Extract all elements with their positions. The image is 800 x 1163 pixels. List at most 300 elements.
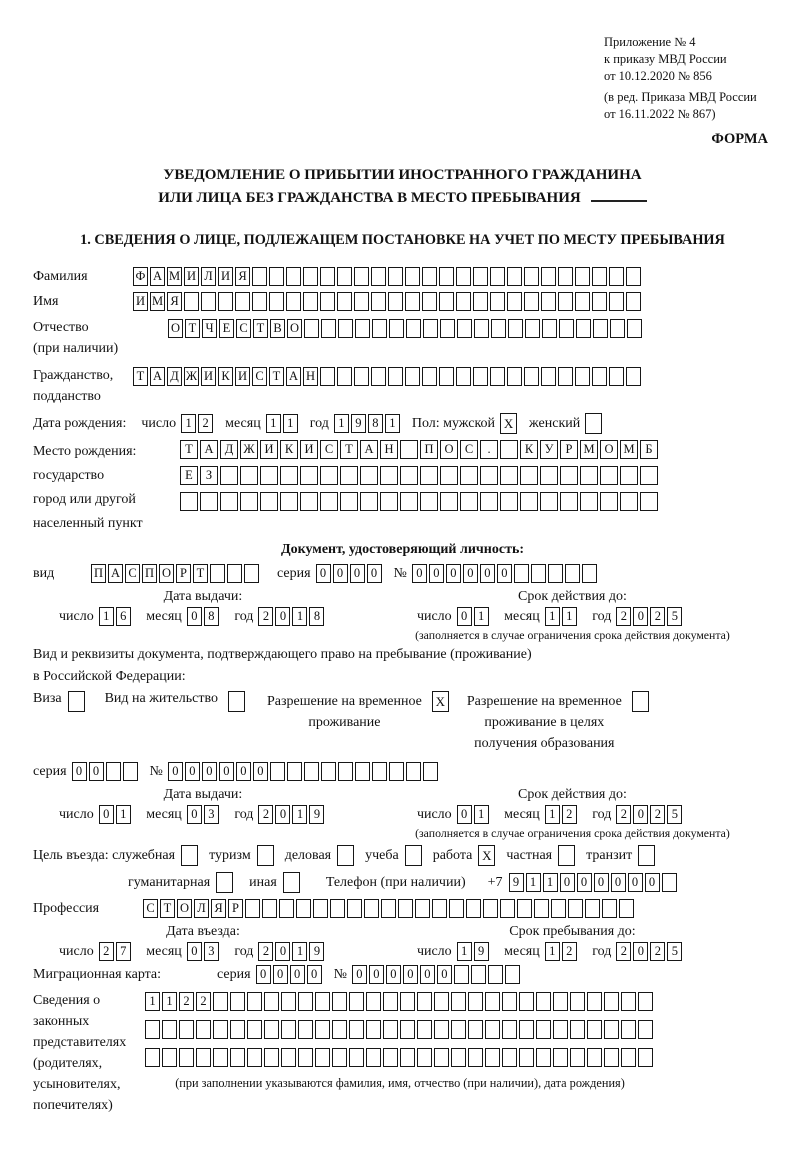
char-cell[interactable] bbox=[286, 292, 301, 311]
char-cell[interactable]: 0 bbox=[386, 965, 401, 984]
char-cell[interactable]: 0 bbox=[187, 805, 202, 824]
char-cell[interactable] bbox=[565, 564, 580, 583]
char-cell[interactable] bbox=[240, 492, 258, 511]
char-cell[interactable]: 0 bbox=[446, 564, 461, 583]
char-cell[interactable] bbox=[640, 466, 658, 485]
char-cell[interactable] bbox=[372, 319, 387, 338]
char-cell[interactable]: В bbox=[270, 319, 285, 338]
char-cell[interactable] bbox=[388, 267, 403, 286]
char-cell[interactable]: 0 bbox=[256, 965, 271, 984]
char-cell[interactable] bbox=[449, 899, 464, 918]
char-cell[interactable] bbox=[300, 466, 318, 485]
char-cell[interactable] bbox=[420, 466, 438, 485]
char-cell[interactable] bbox=[553, 1020, 568, 1039]
char-cell[interactable] bbox=[519, 992, 534, 1011]
char-cell[interactable] bbox=[320, 492, 338, 511]
char-cell[interactable] bbox=[434, 1020, 449, 1039]
char-cell[interactable] bbox=[558, 267, 573, 286]
char-cell[interactable] bbox=[200, 492, 218, 511]
char-cell[interactable]: 0 bbox=[611, 873, 626, 892]
char-cell[interactable]: 1 bbox=[562, 607, 577, 626]
char-cell[interactable]: 0 bbox=[168, 762, 183, 781]
purpose-other-checkbox[interactable] bbox=[283, 872, 300, 893]
char-cell[interactable]: Р bbox=[560, 440, 578, 459]
char-cell[interactable] bbox=[534, 899, 549, 918]
char-cell[interactable] bbox=[638, 1048, 653, 1067]
char-cell[interactable] bbox=[400, 1048, 415, 1067]
char-cell[interactable] bbox=[575, 367, 590, 386]
char-cell[interactable]: 0 bbox=[333, 564, 348, 583]
char-cell[interactable] bbox=[235, 292, 250, 311]
char-cell[interactable] bbox=[466, 899, 481, 918]
char-cell[interactable]: А bbox=[150, 367, 165, 386]
char-cell[interactable] bbox=[627, 319, 642, 338]
char-cell[interactable]: 2 bbox=[562, 942, 577, 961]
char-cell[interactable]: 1 bbox=[292, 607, 307, 626]
char-cell[interactable]: М bbox=[167, 267, 182, 286]
char-cell[interactable] bbox=[383, 1020, 398, 1039]
char-cell[interactable] bbox=[604, 1020, 619, 1039]
char-cell[interactable] bbox=[360, 492, 378, 511]
char-cell[interactable] bbox=[575, 292, 590, 311]
char-cell[interactable]: 1 bbox=[385, 414, 400, 433]
char-cell[interactable]: 0 bbox=[275, 607, 290, 626]
char-cell[interactable] bbox=[417, 1020, 432, 1039]
char-cell[interactable]: 0 bbox=[645, 873, 660, 892]
char-cell[interactable] bbox=[439, 267, 454, 286]
char-cell[interactable] bbox=[490, 292, 505, 311]
char-cell[interactable] bbox=[609, 267, 624, 286]
char-cell[interactable]: Т bbox=[193, 564, 208, 583]
char-cell[interactable]: У bbox=[540, 440, 558, 459]
char-cell[interactable] bbox=[548, 564, 563, 583]
char-cell[interactable] bbox=[405, 292, 420, 311]
char-cell[interactable] bbox=[304, 762, 319, 781]
char-cell[interactable] bbox=[315, 1020, 330, 1039]
char-cell[interactable] bbox=[514, 564, 529, 583]
char-cell[interactable] bbox=[570, 1020, 585, 1039]
char-cell[interactable]: Т bbox=[133, 367, 148, 386]
char-cell[interactable] bbox=[220, 492, 238, 511]
char-cell[interactable]: О bbox=[440, 440, 458, 459]
char-cell[interactable] bbox=[296, 899, 311, 918]
char-cell[interactable] bbox=[490, 367, 505, 386]
temp-residence-checkbox[interactable]: X bbox=[432, 691, 449, 712]
char-cell[interactable] bbox=[580, 466, 598, 485]
char-cell[interactable]: 3 bbox=[204, 942, 219, 961]
char-cell[interactable] bbox=[340, 466, 358, 485]
char-cell[interactable] bbox=[604, 1048, 619, 1067]
char-cell[interactable] bbox=[349, 1048, 364, 1067]
char-cell[interactable] bbox=[162, 1020, 177, 1039]
gender-female-checkbox[interactable] bbox=[585, 413, 602, 434]
char-cell[interactable] bbox=[184, 292, 199, 311]
char-cell[interactable]: 1 bbox=[145, 992, 160, 1011]
char-cell[interactable] bbox=[468, 992, 483, 1011]
char-cell[interactable]: О bbox=[168, 319, 183, 338]
gender-male-checkbox[interactable]: X bbox=[500, 413, 517, 434]
char-cell[interactable]: 1 bbox=[334, 414, 349, 433]
char-cell[interactable]: С bbox=[236, 319, 251, 338]
char-cell[interactable]: Т bbox=[269, 367, 284, 386]
char-cell[interactable] bbox=[354, 267, 369, 286]
char-cell[interactable] bbox=[553, 992, 568, 1011]
char-cell[interactable]: Я bbox=[235, 267, 250, 286]
char-cell[interactable]: 0 bbox=[628, 873, 643, 892]
char-cell[interactable] bbox=[417, 1048, 432, 1067]
char-cell[interactable] bbox=[340, 492, 358, 511]
char-cell[interactable] bbox=[281, 992, 296, 1011]
char-cell[interactable] bbox=[582, 564, 597, 583]
char-cell[interactable] bbox=[568, 899, 583, 918]
char-cell[interactable]: 1 bbox=[292, 805, 307, 824]
char-cell[interactable] bbox=[420, 492, 438, 511]
char-cell[interactable]: 0 bbox=[480, 564, 495, 583]
char-cell[interactable]: П bbox=[420, 440, 438, 459]
char-cell[interactable] bbox=[400, 440, 418, 459]
purpose-humanitarian-checkbox[interactable] bbox=[216, 872, 233, 893]
char-cell[interactable]: 0 bbox=[560, 873, 575, 892]
char-cell[interactable] bbox=[540, 492, 558, 511]
char-cell[interactable] bbox=[162, 1048, 177, 1067]
char-cell[interactable]: 8 bbox=[204, 607, 219, 626]
char-cell[interactable]: О bbox=[159, 564, 174, 583]
char-cell[interactable]: 0 bbox=[273, 965, 288, 984]
char-cell[interactable] bbox=[507, 292, 522, 311]
char-cell[interactable]: . bbox=[480, 440, 498, 459]
char-cell[interactable]: 1 bbox=[266, 414, 281, 433]
char-cell[interactable] bbox=[337, 292, 352, 311]
char-cell[interactable] bbox=[457, 319, 472, 338]
char-cell[interactable] bbox=[355, 762, 370, 781]
char-cell[interactable] bbox=[440, 466, 458, 485]
char-cell[interactable]: И bbox=[300, 440, 318, 459]
char-cell[interactable]: М bbox=[150, 292, 165, 311]
char-cell[interactable] bbox=[585, 899, 600, 918]
char-cell[interactable] bbox=[560, 492, 578, 511]
char-cell[interactable] bbox=[490, 267, 505, 286]
char-cell[interactable] bbox=[551, 899, 566, 918]
char-cell[interactable]: И bbox=[184, 267, 199, 286]
char-cell[interactable]: 1 bbox=[545, 805, 560, 824]
char-cell[interactable] bbox=[406, 319, 421, 338]
char-cell[interactable] bbox=[536, 1020, 551, 1039]
char-cell[interactable] bbox=[364, 899, 379, 918]
char-cell[interactable] bbox=[662, 873, 677, 892]
char-cell[interactable] bbox=[213, 1048, 228, 1067]
char-cell[interactable] bbox=[525, 319, 540, 338]
char-cell[interactable] bbox=[500, 440, 518, 459]
char-cell[interactable] bbox=[389, 319, 404, 338]
char-cell[interactable] bbox=[383, 992, 398, 1011]
char-cell[interactable] bbox=[366, 1048, 381, 1067]
char-cell[interactable] bbox=[602, 899, 617, 918]
char-cell[interactable] bbox=[559, 319, 574, 338]
char-cell[interactable]: К bbox=[280, 440, 298, 459]
char-cell[interactable] bbox=[621, 992, 636, 1011]
char-cell[interactable] bbox=[451, 1048, 466, 1067]
char-cell[interactable] bbox=[536, 1048, 551, 1067]
char-cell[interactable] bbox=[240, 466, 258, 485]
char-cell[interactable] bbox=[338, 762, 353, 781]
char-cell[interactable]: 0 bbox=[463, 564, 478, 583]
char-cell[interactable]: Р bbox=[228, 899, 243, 918]
char-cell[interactable] bbox=[279, 899, 294, 918]
char-cell[interactable] bbox=[502, 992, 517, 1011]
char-cell[interactable] bbox=[303, 267, 318, 286]
char-cell[interactable]: 0 bbox=[429, 564, 444, 583]
char-cell[interactable]: И bbox=[235, 367, 250, 386]
char-cell[interactable] bbox=[540, 466, 558, 485]
char-cell[interactable]: 7 bbox=[116, 942, 131, 961]
purpose-business-checkbox[interactable] bbox=[337, 845, 354, 866]
char-cell[interactable] bbox=[621, 1048, 636, 1067]
char-cell[interactable]: 5 bbox=[667, 942, 682, 961]
purpose-official-checkbox[interactable] bbox=[181, 845, 198, 866]
char-cell[interactable] bbox=[398, 899, 413, 918]
char-cell[interactable] bbox=[330, 899, 345, 918]
char-cell[interactable] bbox=[502, 1048, 517, 1067]
char-cell[interactable]: 2 bbox=[616, 942, 631, 961]
char-cell[interactable] bbox=[347, 899, 362, 918]
char-cell[interactable]: 0 bbox=[187, 942, 202, 961]
char-cell[interactable] bbox=[575, 267, 590, 286]
char-cell[interactable]: 2 bbox=[616, 805, 631, 824]
char-cell[interactable] bbox=[505, 965, 520, 984]
char-cell[interactable] bbox=[626, 292, 641, 311]
char-cell[interactable] bbox=[621, 1020, 636, 1039]
char-cell[interactable] bbox=[201, 292, 216, 311]
char-cell[interactable] bbox=[422, 367, 437, 386]
char-cell[interactable] bbox=[230, 1048, 245, 1067]
char-cell[interactable] bbox=[536, 992, 551, 1011]
char-cell[interactable] bbox=[321, 319, 336, 338]
char-cell[interactable]: З bbox=[200, 466, 218, 485]
char-cell[interactable] bbox=[507, 367, 522, 386]
char-cell[interactable] bbox=[269, 292, 284, 311]
char-cell[interactable] bbox=[315, 992, 330, 1011]
char-cell[interactable]: 2 bbox=[196, 992, 211, 1011]
char-cell[interactable] bbox=[541, 292, 556, 311]
char-cell[interactable] bbox=[252, 292, 267, 311]
char-cell[interactable]: 0 bbox=[633, 805, 648, 824]
char-cell[interactable] bbox=[371, 267, 386, 286]
char-cell[interactable] bbox=[405, 367, 420, 386]
char-cell[interactable]: И bbox=[201, 367, 216, 386]
char-cell[interactable]: 9 bbox=[309, 942, 324, 961]
char-cell[interactable] bbox=[247, 992, 262, 1011]
char-cell[interactable] bbox=[592, 292, 607, 311]
char-cell[interactable]: А bbox=[108, 564, 123, 583]
char-cell[interactable] bbox=[474, 319, 489, 338]
char-cell[interactable] bbox=[355, 319, 370, 338]
char-cell[interactable]: Н bbox=[380, 440, 398, 459]
char-cell[interactable] bbox=[519, 1020, 534, 1039]
char-cell[interactable]: 0 bbox=[352, 965, 367, 984]
temp-residence-edu-checkbox[interactable] bbox=[632, 691, 649, 712]
char-cell[interactable]: 0 bbox=[412, 564, 427, 583]
char-cell[interactable] bbox=[456, 292, 471, 311]
char-cell[interactable] bbox=[270, 762, 285, 781]
char-cell[interactable] bbox=[500, 899, 515, 918]
char-cell[interactable] bbox=[145, 1048, 160, 1067]
char-cell[interactable]: 5 bbox=[667, 805, 682, 824]
purpose-private-checkbox[interactable] bbox=[558, 845, 575, 866]
char-cell[interactable] bbox=[610, 319, 625, 338]
char-cell[interactable]: 0 bbox=[369, 965, 384, 984]
char-cell[interactable] bbox=[106, 762, 121, 781]
char-cell[interactable] bbox=[354, 292, 369, 311]
char-cell[interactable] bbox=[423, 762, 438, 781]
char-cell[interactable] bbox=[332, 1020, 347, 1039]
char-cell[interactable] bbox=[640, 492, 658, 511]
char-cell[interactable] bbox=[298, 1020, 313, 1039]
char-cell[interactable] bbox=[179, 1020, 194, 1039]
char-cell[interactable] bbox=[451, 992, 466, 1011]
char-cell[interactable]: А bbox=[286, 367, 301, 386]
char-cell[interactable] bbox=[388, 367, 403, 386]
char-cell[interactable] bbox=[247, 1020, 262, 1039]
char-cell[interactable] bbox=[417, 992, 432, 1011]
char-cell[interactable] bbox=[213, 992, 228, 1011]
char-cell[interactable] bbox=[230, 1020, 245, 1039]
char-cell[interactable] bbox=[519, 1048, 534, 1067]
char-cell[interactable]: 0 bbox=[307, 965, 322, 984]
char-cell[interactable]: 0 bbox=[457, 805, 472, 824]
char-cell[interactable]: 8 bbox=[309, 607, 324, 626]
char-cell[interactable] bbox=[380, 492, 398, 511]
char-cell[interactable]: 1 bbox=[292, 942, 307, 961]
char-cell[interactable] bbox=[604, 992, 619, 1011]
char-cell[interactable] bbox=[213, 1020, 228, 1039]
char-cell[interactable]: С bbox=[252, 367, 267, 386]
char-cell[interactable]: 1 bbox=[474, 805, 489, 824]
char-cell[interactable] bbox=[480, 492, 498, 511]
char-cell[interactable] bbox=[244, 564, 259, 583]
char-cell[interactable]: 0 bbox=[316, 564, 331, 583]
char-cell[interactable] bbox=[372, 762, 387, 781]
char-cell[interactable] bbox=[360, 466, 378, 485]
char-cell[interactable]: 2 bbox=[258, 805, 273, 824]
char-cell[interactable] bbox=[517, 899, 532, 918]
char-cell[interactable] bbox=[570, 992, 585, 1011]
char-cell[interactable] bbox=[406, 762, 421, 781]
char-cell[interactable] bbox=[315, 1048, 330, 1067]
char-cell[interactable] bbox=[389, 762, 404, 781]
char-cell[interactable]: Е bbox=[219, 319, 234, 338]
char-cell[interactable]: Я bbox=[211, 899, 226, 918]
char-cell[interactable]: 0 bbox=[577, 873, 592, 892]
char-cell[interactable] bbox=[434, 992, 449, 1011]
char-cell[interactable] bbox=[400, 466, 418, 485]
char-cell[interactable] bbox=[245, 899, 260, 918]
char-cell[interactable]: 3 bbox=[204, 805, 219, 824]
char-cell[interactable] bbox=[415, 899, 430, 918]
char-cell[interactable] bbox=[485, 1048, 500, 1067]
char-cell[interactable] bbox=[480, 466, 498, 485]
char-cell[interactable] bbox=[520, 466, 538, 485]
char-cell[interactable] bbox=[471, 965, 486, 984]
char-cell[interactable] bbox=[592, 367, 607, 386]
char-cell[interactable]: 2 bbox=[258, 607, 273, 626]
char-cell[interactable]: 0 bbox=[350, 564, 365, 583]
char-cell[interactable]: Р bbox=[176, 564, 191, 583]
char-cell[interactable] bbox=[145, 1020, 160, 1039]
char-cell[interactable]: Е bbox=[180, 466, 198, 485]
char-cell[interactable]: П bbox=[142, 564, 157, 583]
char-cell[interactable]: 2 bbox=[198, 414, 213, 433]
char-cell[interactable]: Т bbox=[340, 440, 358, 459]
char-cell[interactable]: И bbox=[260, 440, 278, 459]
char-cell[interactable]: 0 bbox=[236, 762, 251, 781]
char-cell[interactable] bbox=[298, 992, 313, 1011]
char-cell[interactable]: И bbox=[218, 267, 233, 286]
char-cell[interactable] bbox=[320, 466, 338, 485]
char-cell[interactable] bbox=[587, 1020, 602, 1039]
char-cell[interactable]: 0 bbox=[72, 762, 87, 781]
residence-permit-checkbox[interactable] bbox=[228, 691, 245, 712]
char-cell[interactable] bbox=[483, 899, 498, 918]
char-cell[interactable]: 0 bbox=[633, 607, 648, 626]
char-cell[interactable] bbox=[485, 1020, 500, 1039]
char-cell[interactable] bbox=[366, 1020, 381, 1039]
char-cell[interactable]: С bbox=[460, 440, 478, 459]
char-cell[interactable]: 1 bbox=[99, 607, 114, 626]
char-cell[interactable] bbox=[264, 1048, 279, 1067]
char-cell[interactable] bbox=[587, 1048, 602, 1067]
char-cell[interactable]: 9 bbox=[351, 414, 366, 433]
char-cell[interactable] bbox=[600, 466, 618, 485]
char-cell[interactable] bbox=[337, 367, 352, 386]
char-cell[interactable]: Л bbox=[194, 899, 209, 918]
char-cell[interactable]: 0 bbox=[457, 607, 472, 626]
char-cell[interactable]: Ч bbox=[202, 319, 217, 338]
char-cell[interactable]: Ф bbox=[133, 267, 148, 286]
char-cell[interactable] bbox=[439, 292, 454, 311]
char-cell[interactable] bbox=[553, 1048, 568, 1067]
char-cell[interactable]: П bbox=[91, 564, 106, 583]
char-cell[interactable]: 0 bbox=[89, 762, 104, 781]
char-cell[interactable] bbox=[252, 267, 267, 286]
char-cell[interactable]: 1 bbox=[283, 414, 298, 433]
purpose-study-checkbox[interactable] bbox=[405, 845, 422, 866]
char-cell[interactable] bbox=[281, 1048, 296, 1067]
char-cell[interactable]: Т bbox=[180, 440, 198, 459]
char-cell[interactable] bbox=[593, 319, 608, 338]
char-cell[interactable]: 0 bbox=[185, 762, 200, 781]
char-cell[interactable]: 0 bbox=[403, 965, 418, 984]
char-cell[interactable] bbox=[332, 992, 347, 1011]
char-cell[interactable]: 2 bbox=[258, 942, 273, 961]
char-cell[interactable] bbox=[440, 319, 455, 338]
char-cell[interactable]: О bbox=[287, 319, 302, 338]
char-cell[interactable] bbox=[247, 1048, 262, 1067]
purpose-transit-checkbox[interactable] bbox=[638, 845, 655, 866]
char-cell[interactable] bbox=[570, 1048, 585, 1067]
char-cell[interactable] bbox=[338, 319, 353, 338]
char-cell[interactable] bbox=[507, 267, 522, 286]
char-cell[interactable] bbox=[354, 367, 369, 386]
char-cell[interactable] bbox=[400, 992, 415, 1011]
char-cell[interactable] bbox=[196, 1048, 211, 1067]
char-cell[interactable] bbox=[180, 492, 198, 511]
char-cell[interactable] bbox=[541, 267, 556, 286]
char-cell[interactable] bbox=[473, 292, 488, 311]
char-cell[interactable] bbox=[123, 762, 138, 781]
char-cell[interactable]: К bbox=[520, 440, 538, 459]
char-cell[interactable]: Д bbox=[167, 367, 182, 386]
char-cell[interactable]: 0 bbox=[253, 762, 268, 781]
